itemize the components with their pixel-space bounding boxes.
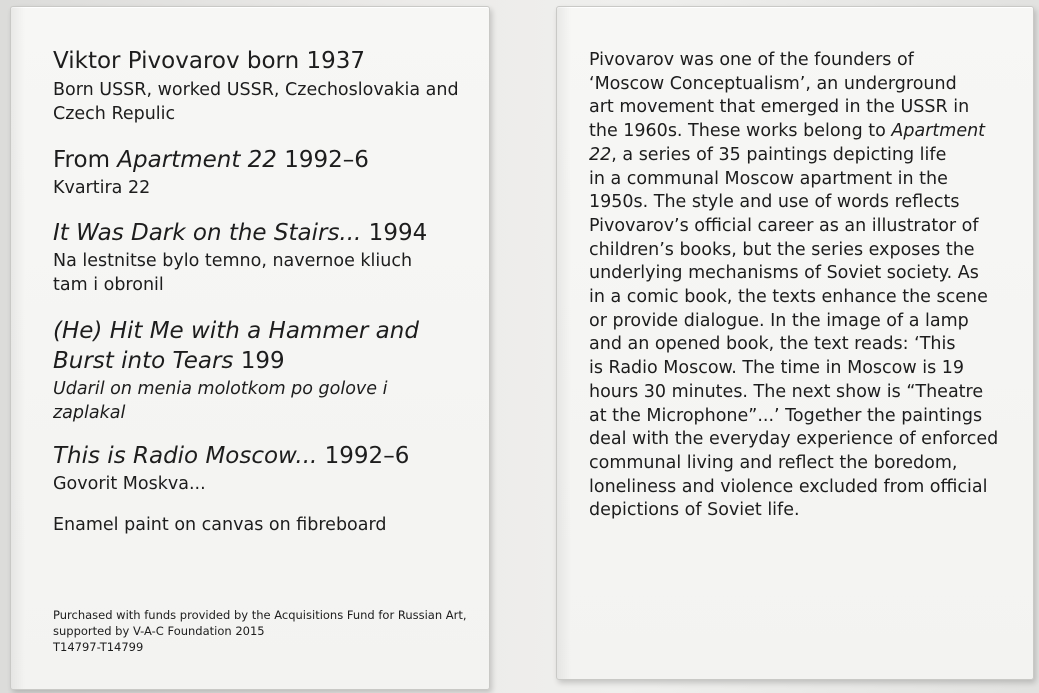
artist-bio-line: Czech Repulic (53, 104, 176, 124)
artist-bio-line: Born USSR, worked USSR, Czechoslovakia and (53, 80, 459, 100)
text-line: Pivovarov’s official career as an illustrator of (589, 215, 979, 236)
work-translit: Udaril on menia molotkom po golove i (53, 379, 388, 399)
text-line: in a comic book, the texts enhance the scene (589, 287, 988, 308)
text-line: underlying mechanisms of Soviet society. As (589, 263, 979, 284)
series-translit: Kvartira 22 (53, 178, 151, 198)
accession-number: T14797-T14799 (53, 640, 144, 654)
series-heading (53, 146, 369, 174)
work-date: 199 (233, 348, 285, 374)
work-title-heading (53, 219, 427, 247)
work-title: This is Radio Moscow... (53, 443, 318, 469)
work-title: (He) Hit Me with a Hammer and (53, 318, 419, 344)
work-title: Burst into Tears (53, 348, 234, 374)
series-number-italic: 22 (589, 144, 612, 165)
work-translit: zaplakal (53, 403, 126, 423)
text-line: 1950s. The style and use of words reflects (589, 192, 960, 213)
series-prefix: From (53, 147, 118, 173)
credit-line: Purchased with funds provided by the Acquisitions Fund for Russian Art, (53, 608, 467, 622)
artwork-label-panel (10, 6, 490, 690)
text-line: ‘Moscow Conceptualism’, an underground (589, 73, 957, 94)
text-line: Pivovarov was one of the founders of (589, 50, 914, 70)
artist-name: Viktor Pivovarov born 1937 (53, 48, 366, 74)
text-line: loneliness and violence excluded from official (589, 476, 988, 497)
work-translit: Na lestnitse bylo temno, navernoe kliuch (53, 251, 413, 271)
text-line: and an opened book, the text reads: ‘This (589, 334, 956, 355)
interpretation-text (589, 49, 1009, 523)
text-line (589, 144, 1009, 168)
series-title: Apartment 22 (117, 147, 277, 173)
work-title-heading (53, 347, 285, 375)
work-translit: tam i obronil (53, 275, 164, 295)
text-segment-rest: , a series of 35 paintings depicting life (611, 144, 947, 165)
text-line: depictions of Soviet life. (589, 500, 800, 521)
text-line: in a communal Moscow apartment in the (589, 168, 948, 189)
text-line: is Radio Moscow. The time in Moscow is 19 (589, 358, 965, 379)
series-date: 1992–6 (276, 147, 369, 173)
work-title-heading (53, 442, 409, 470)
work-date: 1992–6 (317, 443, 410, 469)
text-segment: the 1960s. These works belong to (589, 121, 892, 142)
text-line: art movement that emerged in the USSR in (589, 97, 970, 118)
work-title: It Was Dark on the Stairs... (53, 220, 362, 246)
credit-line: supported by V-A-C Foundation 2015 (53, 624, 265, 638)
series-title-italic: Apartment (891, 121, 986, 142)
work-translit: Govorit Moskva... (53, 474, 206, 494)
interpretation-panel (556, 6, 1034, 680)
text-line: or provide dialogue. In the image of a lamp (589, 310, 969, 331)
medium: Enamel paint on canvas on fibreboard (53, 515, 387, 535)
text-line: deal with the everyday experience of enforced (589, 429, 999, 450)
text-line: children’s books, but the series exposes the (589, 239, 975, 260)
text-line: at the Microphone”...’ Together the paintings (589, 405, 983, 426)
work-date: 1994 (361, 220, 428, 246)
text-line: hours 30 minutes. The next show is “Theatre (589, 381, 984, 402)
text-line: communal living and reflect the boredom, (589, 452, 958, 473)
text-line (589, 120, 1009, 144)
